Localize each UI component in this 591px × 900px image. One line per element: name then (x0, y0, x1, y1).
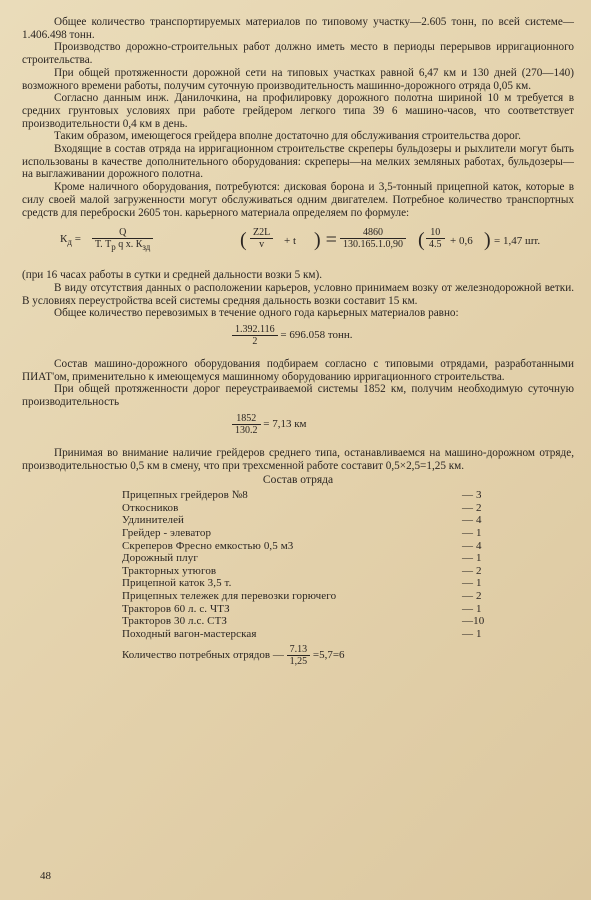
paragraph: При общей протяженности дорожной сети на типовых участках равной 6,47 км и 130 дней (270—140) возможного времени работы, получим суточную производительность машинно-дорожного отряда 0,05 км. (22, 66, 574, 92)
composition-item-name: Тракторов 30 л.с. СТЗ (122, 615, 228, 628)
paragraph: Кроме наличного оборудования, потребуются: дисковая борона и 3,5-тонный прицепной каток, которые в силу своей малой загруженности могут обслуживаться одним двигателем. Потребное количество транспортных средств для переброски 2605 тон. карьерного материала определяем по формуле: (22, 181, 574, 219)
final-den: 1,25 (289, 656, 308, 668)
composition-row (122, 565, 502, 578)
formula-tail: + 0,6 (450, 235, 473, 248)
paragraph: Состав машино-дорожного оборудования подбираем согласно с типовыми отрядами, разработанными ПИАТ'ом, применительно к имеющемуся машинному оборудованию ирригационного строительства. (22, 358, 574, 383)
final-num: 7.13 (287, 644, 311, 656)
formula-productivity-num: 1852 (232, 413, 261, 425)
composition-item-qty: — 1 (462, 627, 482, 640)
composition-row (122, 489, 502, 502)
formula-materials (232, 324, 574, 352)
composition-item-name: Дорожный плуг (122, 552, 198, 565)
composition-item-name: Тракторных утюгов (122, 564, 217, 577)
composition-item-qty: — 4 (462, 539, 482, 552)
composition-title: Состав отряда (262, 474, 334, 487)
formula-productivity-frac (232, 413, 261, 436)
page-number: 48 (40, 870, 51, 882)
composition-row (122, 603, 502, 616)
composition-item-name: Прицепной каток 3,5 т. (122, 577, 232, 590)
paragraph: Общее количество перевозимых в течение одного года карьерных материалов равно: (54, 307, 459, 320)
formula-den-1-sub: р (111, 242, 116, 253)
paragraph: Таким образом, имеющегося грейдера вполне достаточно для обслуживания строительства дорог. (54, 130, 521, 143)
composition-item-name: Тракторов 60 л. с. ЧТЗ (122, 602, 230, 615)
formula-paren: ( (418, 229, 425, 252)
composition-item-name: Удлинителей (122, 514, 185, 527)
formula-den-1-sub2: зд (142, 242, 151, 253)
formula-lhs: К (60, 233, 68, 246)
formula-paren: ( (240, 229, 247, 252)
formula-den-1-rest: q x. К (115, 239, 143, 251)
composition-row (122, 527, 502, 540)
composition-row (122, 540, 502, 553)
formula-lhs-sub: д (67, 237, 72, 248)
formula-frac-2 (250, 227, 273, 250)
formula-den-4: 4.5 (429, 239, 442, 251)
paragraph: В виду отсутствия данных о расположении карьеров, условно принимаем возку от железнодорожной ветки. В условиях переустройства всей системы средняя дальность возки составит 15 км. (22, 281, 574, 307)
formula-materials-den: 2 (252, 336, 258, 348)
paragraph: Входящие в состав отряда на ирригационном строительстве скреперы бульдозеры и рыхлители могут быть использованы в качестве дополнительного оборудования: скреперы—на мелких земляных работах, бульдозеры—на выглаживании дорожного полотна. (22, 143, 574, 181)
composition-row (122, 577, 502, 590)
formula-materials-result: = 696.058 тонн. (280, 329, 353, 342)
composition-item-qty: —10 (462, 615, 485, 628)
composition-item-qty: — 1 (462, 527, 482, 540)
final-frac (287, 644, 311, 667)
formula-productivity-den: 130.2 (235, 424, 258, 436)
formula-materials-num: 1.392.116 (232, 324, 278, 336)
formula-den-3: 130.165.1.0,90 (343, 239, 403, 251)
composition-row (122, 615, 502, 628)
composition-final: Количество потребных отрядов — $\frac{7.13}{1,25}$ =5,7=6 (122, 644, 345, 668)
composition-item-name: Прицепных тележек для перевозки горючего (122, 590, 337, 603)
formula-transport: $К_д$ = Q Т. $Т_р$ q x. $К_{зд}$ ( $\frac{Z2L}{v}$ + t ) = $\frac{4860}{130.165.1.0,90}$ ( $\frac{10}{4.5}$ + 0,6 ) = 1,47 шт. (60, 227, 541, 253)
formula-frac-3 (340, 227, 406, 250)
composition-item-qty: — 2 (462, 590, 482, 603)
formula-paren: ) = (314, 229, 337, 252)
formula-materials-frac (232, 324, 278, 347)
composition-item-qty: — 2 (462, 564, 482, 577)
composition-row (122, 552, 502, 565)
formula-den-1: Т. Т (95, 239, 112, 251)
composition-item-name: Прицепных грейдеров №8 (122, 489, 248, 502)
final-label: Количество потребных отрядов (122, 649, 271, 662)
composition-row (122, 628, 502, 641)
paragraph: При общей протяженности дорог переустраиваемой системы 1852 км, получим необходимую суточную производительность (22, 383, 574, 409)
composition-item-name: Скреперов Фресно емкостью 0,5 м3 (122, 539, 294, 552)
paragraph: (при 16 часах работы в сутки и средней дальности возки 5 км). (22, 269, 323, 282)
formula-productivity (232, 413, 574, 441)
formula-num-3: 4860 (340, 227, 406, 239)
paragraph: Общее количество транспортируемых материалов по типовому участку—2.605 тонн, по всей системе—1.406.498 тонн. (22, 16, 574, 41)
composition-item-qty: — 1 (462, 552, 482, 565)
composition-item-qty: — 2 (462, 501, 482, 514)
text-body (22, 16, 574, 667)
composition-list (122, 489, 502, 640)
composition-item-name: Походный вагон-мастерская (122, 627, 257, 640)
composition-item-qty: — 4 (462, 514, 482, 527)
formula-num-1: Q (92, 227, 153, 239)
paragraph: Принимая во внимание наличие грейдеров среднего типа, останавливаемся на машино-дорожном отряде, производительностью 0,5 км в смену, что при трехсменной работе составит 0,5×2,5=1,25 км. (22, 446, 574, 472)
formula-productivity-result: = 7,13 км (263, 417, 307, 430)
composition-row (122, 502, 502, 515)
formula-frac-1 (92, 227, 153, 252)
paragraph: Согласно данным инж. Данилочкина, на профилировку дорожного полотна шириной 10 м требуется в средних грунтовых условиях при работе грейдером легкого типа 39 6 машино-часов, что соответствует производительности 0,4 км в день. (22, 92, 574, 130)
composition-item-qty: — 1 (462, 577, 482, 590)
formula-paren: ) (484, 229, 491, 252)
composition-item-name: Грейдер - элеватор (122, 527, 212, 540)
formula-num-2: Z2L (250, 227, 273, 239)
formula-plus-t: + t (284, 235, 297, 248)
composition-item-qty: — 1 (462, 602, 482, 615)
formula-num-4: 10 (426, 227, 445, 239)
formula-result: = 1,47 шт. (494, 235, 541, 248)
composition-row (122, 514, 502, 527)
formula-frac-4 (426, 227, 445, 250)
composition-row (122, 590, 502, 603)
composition-item-name: Откосников (122, 501, 179, 514)
final-result: =5,7=6 (312, 649, 345, 662)
paragraph: Производство дорожно-строительных работ должно иметь место в периоды перерывов ирригационного строительства. (22, 41, 574, 67)
composition-item-qty: — 3 (462, 489, 482, 502)
formula-den-2: v (259, 239, 265, 251)
